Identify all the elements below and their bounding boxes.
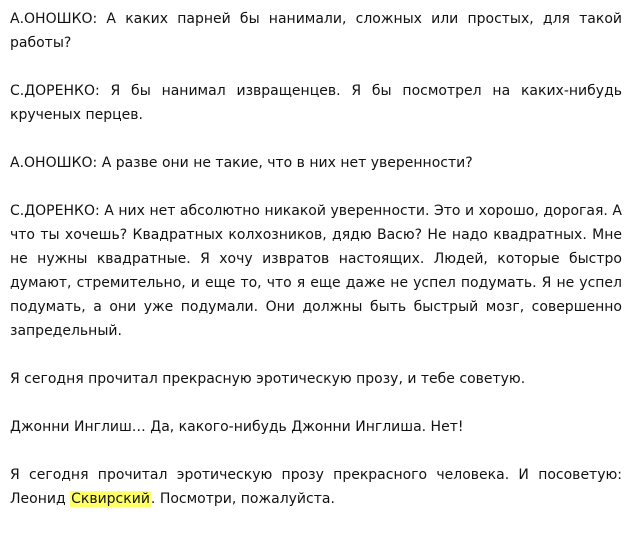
paragraph-1: А.ОНОШКО: А каких парней бы нанимали, сложных или простых, для такой работы?	[10, 11, 622, 51]
paragraph-3: А.ОНОШКО: А разве они не такие, что в них нет уверенности?	[10, 155, 473, 171]
highlighted-name: Сквирский	[71, 491, 150, 507]
paragraph-7-text-before: Я сегодня прочитал эротическую прозу прекрасного человека. И посоветую: Леонид	[10, 467, 622, 507]
paragraph-5: Я сегодня прочитал прекрасную эротическую прозу, и тебе советую.	[10, 371, 526, 387]
paragraph-2: С.ДОРЕНКО: Я бы нанимал извращенцев. Я бы посмотрел на каких-нибудь крученых перцев.	[10, 83, 622, 123]
paragraph-6: Джонни Инглиш… Да, какого-нибудь Джонни Инглиша. Нет!	[10, 419, 464, 435]
paragraph-7-text-after: . Посмотри, пожалуйста.	[150, 491, 335, 507]
paragraph-4: С.ДОРЕНКО: А них нет абсолютно никакой уверенности. Это и хорошо, дорогая. А что ты хочешь? Квадратных колхозников, дядю Васю? Не надо квадратных. Мне не нужны квадратные. Я хочу извратов настоящих. Людей, которые быстро думают, стремительно, и еще то, что я еще даже не успел подумать. Я не успел подумать, а они уже подумали. Они должны быть быстрый мозг, совершенно запредельный.	[10, 203, 622, 339]
transcript-document	[10, 7, 622, 535]
paragraph-7	[10, 463, 622, 511]
